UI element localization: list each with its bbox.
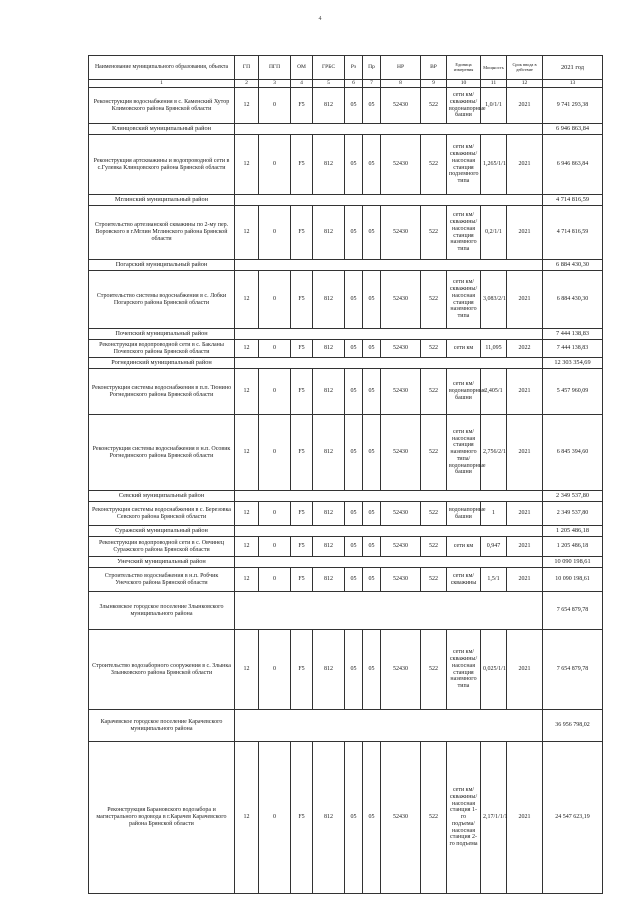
empty-cells xyxy=(235,592,543,630)
col-number: 10 xyxy=(447,80,481,88)
cell-vr: 522 xyxy=(421,369,447,415)
page-number: 4 xyxy=(318,16,322,22)
settlement-amount: 7 654 879,78 xyxy=(543,592,603,630)
cell-nr: 52430 xyxy=(381,568,421,592)
cell-nr: 52430 xyxy=(381,537,421,557)
cell-rz: 05 xyxy=(345,502,363,526)
object-row xyxy=(89,88,603,124)
header-pgp: ПГП xyxy=(259,56,291,80)
cell-nr: 52430 xyxy=(381,630,421,710)
header-unit: Единица измерения xyxy=(447,56,481,80)
cell-grbs: 812 xyxy=(313,271,345,329)
object-name: Строительство артезианской скважины по 2-му пер. Воровского в г.Мглин Мглинского района Брянской области xyxy=(89,206,235,260)
settlement-row xyxy=(89,710,603,742)
district-name: Погарский муниципальный район xyxy=(89,260,235,271)
object-name: Реконструкция Барановского водозабора и магистрального водовода в г.Карачев Карачевского района Брянской области xyxy=(89,742,235,894)
settlement-name: Карачевское городское поселение Карачевского муниципального района xyxy=(89,710,235,742)
cell-gp: 12 xyxy=(235,415,259,491)
cell-grbs: 812 xyxy=(313,502,345,526)
empty-cells xyxy=(235,358,543,369)
empty-cells xyxy=(235,260,543,271)
district-row xyxy=(89,358,603,369)
object-amount: 2 349 537,80 xyxy=(543,502,603,526)
object-row xyxy=(89,502,603,526)
district-row xyxy=(89,195,603,206)
cell-gp: 12 xyxy=(235,568,259,592)
cell-unit: сети км/скважины/насосная станция наземного типа xyxy=(447,206,481,260)
cell-gp: 12 xyxy=(235,88,259,124)
col-number: 13 xyxy=(543,80,603,88)
empty-cells xyxy=(235,329,543,340)
cell-pr: 05 xyxy=(363,502,381,526)
cell-vr: 522 xyxy=(421,742,447,894)
cell-gp: 12 xyxy=(235,340,259,358)
cell-nr: 52430 xyxy=(381,415,421,491)
cell-vr: 522 xyxy=(421,271,447,329)
empty-cells xyxy=(235,526,543,537)
cell-nr: 52430 xyxy=(381,742,421,894)
cell-om: F5 xyxy=(291,742,313,894)
cell-pgp: 0 xyxy=(259,206,291,260)
district-amount: 6 884 430,30 xyxy=(543,260,603,271)
object-name: Реконструкция системы водоснабжения в н.п. Осовик Рогнединского района Брянской области xyxy=(89,415,235,491)
district-row xyxy=(89,329,603,340)
cell-vr: 522 xyxy=(421,415,447,491)
cell-om: F5 xyxy=(291,415,313,491)
cell-power: 2,405/1 xyxy=(481,369,507,415)
cell-vr: 522 xyxy=(421,502,447,526)
header-gp: ГП xyxy=(235,56,259,80)
object-amount: 10 090 198,61 xyxy=(543,568,603,592)
object-row xyxy=(89,135,603,195)
col-number: 6 xyxy=(345,80,363,88)
district-amount: 7 444 138,83 xyxy=(543,329,603,340)
cell-unit: сети км/скважины/насосная станция 1-го подъема/насосная станция 2-го подъема xyxy=(447,742,481,894)
cell-power: 1,265/1/1 xyxy=(481,135,507,195)
cell-grbs: 812 xyxy=(313,369,345,415)
cell-vr: 522 xyxy=(421,537,447,557)
district-name: Унечский муниципальный район xyxy=(89,557,235,568)
cell-unit: сети км/скважины xyxy=(447,568,481,592)
district-row xyxy=(89,526,603,537)
cell-power: 0,947 xyxy=(481,537,507,557)
district-name: Суражский муниципальный район xyxy=(89,526,235,537)
object-row xyxy=(89,742,603,894)
cell-nr: 52430 xyxy=(381,502,421,526)
cell-unit: сети км/скважины/насосная станция наземного типа xyxy=(447,630,481,710)
cell-power: 3,083/2/1 xyxy=(481,271,507,329)
cell-unit: сети км/скважины/насосная станция наземного типа xyxy=(447,271,481,329)
cell-pr: 05 xyxy=(363,369,381,415)
cell-grbs: 812 xyxy=(313,340,345,358)
object-name: Реконструкция водопроводной сети в с. Овчинец Суражского района Брянской области xyxy=(89,537,235,557)
cell-unit: сети км/скважины/насосная станция подземного типа xyxy=(447,135,481,195)
cell-om: F5 xyxy=(291,88,313,124)
district-row xyxy=(89,557,603,568)
header-grbs: ГРБС xyxy=(313,56,345,80)
object-name: Строительство водоснабжения в н.п. Робчик Унечского района Брянской области xyxy=(89,568,235,592)
cell-pr: 05 xyxy=(363,568,381,592)
cell-gp: 12 xyxy=(235,537,259,557)
cell-om: F5 xyxy=(291,630,313,710)
table-body xyxy=(89,88,603,894)
district-name: Севский муниципальный район xyxy=(89,491,235,502)
cell-power: 2,17/1/1/1 xyxy=(481,742,507,894)
object-name: Реконструкция водопроводной сети в с. Бакланы Почепского района Брянской области xyxy=(89,340,235,358)
object-row xyxy=(89,369,603,415)
cell-pgp: 0 xyxy=(259,415,291,491)
district-row xyxy=(89,124,603,135)
object-amount: 7 444 138,83 xyxy=(543,340,603,358)
cell-nr: 52430 xyxy=(381,88,421,124)
cell-term: 2021 xyxy=(507,537,543,557)
cell-rz: 05 xyxy=(345,135,363,195)
cell-pgp: 0 xyxy=(259,537,291,557)
cell-grbs: 812 xyxy=(313,415,345,491)
cell-pgp: 0 xyxy=(259,568,291,592)
budget-allocation-table xyxy=(88,55,603,894)
cell-unit: сети км/насосная станция наземного типа/водонапорные башни xyxy=(447,415,481,491)
cell-vr: 522 xyxy=(421,340,447,358)
object-amount: 1 205 486,18 xyxy=(543,537,603,557)
cell-pgp: 0 xyxy=(259,630,291,710)
cell-term: 2021 xyxy=(507,135,543,195)
cell-rz: 05 xyxy=(345,630,363,710)
empty-cells xyxy=(235,557,543,568)
cell-term: 2022 xyxy=(507,340,543,358)
object-name: Реконструкция системы водоснабжения в п.п. Тюнино Рогнединского района Брянской области xyxy=(89,369,235,415)
cell-term: 2021 xyxy=(507,568,543,592)
col-number: 2 xyxy=(235,80,259,88)
header-power: Мощность xyxy=(481,56,507,80)
cell-pgp: 0 xyxy=(259,340,291,358)
cell-vr: 522 xyxy=(421,88,447,124)
cell-grbs: 812 xyxy=(313,630,345,710)
cell-om: F5 xyxy=(291,537,313,557)
object-amount: 6 946 863,84 xyxy=(543,135,603,195)
cell-power: 1,5/1 xyxy=(481,568,507,592)
cell-unit: сети км xyxy=(447,340,481,358)
cell-unit: водонапорные башни xyxy=(447,502,481,526)
empty-cells xyxy=(235,195,543,206)
empty-cells xyxy=(235,710,543,742)
empty-cells xyxy=(235,124,543,135)
cell-nr: 52430 xyxy=(381,340,421,358)
cell-pgp: 0 xyxy=(259,369,291,415)
cell-grbs: 812 xyxy=(313,206,345,260)
cell-rz: 05 xyxy=(345,271,363,329)
cell-pr: 05 xyxy=(363,271,381,329)
cell-pgp: 0 xyxy=(259,502,291,526)
district-amount: 4 714 816,59 xyxy=(543,195,603,206)
col-number: 9 xyxy=(421,80,447,88)
cell-om: F5 xyxy=(291,369,313,415)
cell-om: F5 xyxy=(291,271,313,329)
cell-om: F5 xyxy=(291,135,313,195)
cell-power: 2,756/2/1 xyxy=(481,415,507,491)
cell-unit: сети км/водонапорные башни xyxy=(447,369,481,415)
cell-nr: 52430 xyxy=(381,271,421,329)
header-nr: НР xyxy=(381,56,421,80)
header-name: Наименование муниципального образования, объекта xyxy=(89,56,235,80)
settlement-row xyxy=(89,592,603,630)
cell-gp: 12 xyxy=(235,206,259,260)
district-amount: 12 303 354,69 xyxy=(543,358,603,369)
district-row xyxy=(89,260,603,271)
cell-grbs: 812 xyxy=(313,537,345,557)
district-amount: 1 205 486,18 xyxy=(543,526,603,537)
object-row xyxy=(89,206,603,260)
cell-om: F5 xyxy=(291,568,313,592)
cell-pr: 05 xyxy=(363,742,381,894)
cell-term: 2021 xyxy=(507,630,543,710)
header-row xyxy=(89,56,603,80)
cell-gp: 12 xyxy=(235,630,259,710)
cell-grbs: 812 xyxy=(313,568,345,592)
settlement-name: Злынковское городское поселение Злынковского муниципального района xyxy=(89,592,235,630)
cell-pgp: 0 xyxy=(259,135,291,195)
cell-grbs: 812 xyxy=(313,742,345,894)
object-row xyxy=(89,568,603,592)
col-number: 7 xyxy=(363,80,381,88)
col-number: 8 xyxy=(381,80,421,88)
cell-nr: 52430 xyxy=(381,206,421,260)
cell-vr: 522 xyxy=(421,630,447,710)
cell-term: 2021 xyxy=(507,206,543,260)
cell-pgp: 0 xyxy=(259,271,291,329)
object-name: Реконструкция водоснабжения в с. Каменский Хутор Климовского района Брянской области xyxy=(89,88,235,124)
object-name: Строительство водозаборного сооружения в с. Злынка Злынковского района Брянской области xyxy=(89,630,235,710)
cell-gp: 12 xyxy=(235,271,259,329)
object-amount: 7 654 879,78 xyxy=(543,630,603,710)
cell-rz: 05 xyxy=(345,568,363,592)
object-amount: 6 884 430,30 xyxy=(543,271,603,329)
cell-rz: 05 xyxy=(345,369,363,415)
cell-nr: 52430 xyxy=(381,135,421,195)
col-number: 3 xyxy=(259,80,291,88)
cell-rz: 05 xyxy=(345,537,363,557)
cell-pgp: 0 xyxy=(259,88,291,124)
cell-om: F5 xyxy=(291,340,313,358)
cell-term: 2021 xyxy=(507,742,543,894)
object-amount: 4 714 816,59 xyxy=(543,206,603,260)
object-row xyxy=(89,630,603,710)
district-name: Рогнединский муниципальный район xyxy=(89,358,235,369)
cell-unit: сети км xyxy=(447,537,481,557)
cell-pgp: 0 xyxy=(259,742,291,894)
cell-rz: 05 xyxy=(345,206,363,260)
col-number: 4 xyxy=(291,80,313,88)
cell-pr: 05 xyxy=(363,630,381,710)
cell-power: 0,025/1/1 xyxy=(481,630,507,710)
cell-om: F5 xyxy=(291,502,313,526)
object-row xyxy=(89,537,603,557)
cell-pr: 05 xyxy=(363,135,381,195)
col-number: 5 xyxy=(313,80,345,88)
object-row xyxy=(89,340,603,358)
settlement-amount: 36 956 798,02 xyxy=(543,710,603,742)
object-amount: 6 845 394,60 xyxy=(543,415,603,491)
cell-gp: 12 xyxy=(235,135,259,195)
district-name: Мглинский муниципальный район xyxy=(89,195,235,206)
district-amount: 10 090 198,61 xyxy=(543,557,603,568)
cell-power: 0,2/1/1 xyxy=(481,206,507,260)
cell-nr: 52430 xyxy=(381,369,421,415)
cell-pr: 05 xyxy=(363,340,381,358)
header-vr: ВР xyxy=(421,56,447,80)
header-year: 2021 год xyxy=(543,56,603,80)
cell-gp: 12 xyxy=(235,502,259,526)
cell-rz: 05 xyxy=(345,415,363,491)
cell-term: 2021 xyxy=(507,502,543,526)
cell-unit: сети км/скважины/водонапорные башни xyxy=(447,88,481,124)
header-pr: Пр xyxy=(363,56,381,80)
cell-vr: 522 xyxy=(421,206,447,260)
cell-grbs: 812 xyxy=(313,88,345,124)
header-rz: Рз xyxy=(345,56,363,80)
district-name: Почепский муниципальный район xyxy=(89,329,235,340)
cell-term: 2021 xyxy=(507,369,543,415)
district-amount: 2 349 537,80 xyxy=(543,491,603,502)
object-amount: 24 547 623,19 xyxy=(543,742,603,894)
col-number: 12 xyxy=(507,80,543,88)
cell-term: 2021 xyxy=(507,415,543,491)
cell-power: 11,095 xyxy=(481,340,507,358)
cell-rz: 05 xyxy=(345,742,363,894)
object-name: Реконструкция артскважины и водопроводной сети в с.Гулевка Клинцовского района Брянской области xyxy=(89,135,235,195)
district-name: Клинцовский муниципальный район xyxy=(89,124,235,135)
cell-power: 1 xyxy=(481,502,507,526)
header-om: ОМ xyxy=(291,56,313,80)
column-number-row xyxy=(89,80,603,88)
cell-gp: 12 xyxy=(235,369,259,415)
header-term: Срок ввода в действие xyxy=(507,56,543,80)
object-amount: 9 741 293,38 xyxy=(543,88,603,124)
cell-term: 2021 xyxy=(507,271,543,329)
cell-rz: 05 xyxy=(345,88,363,124)
col-number: 11 xyxy=(481,80,507,88)
cell-vr: 522 xyxy=(421,568,447,592)
col-number: 1 xyxy=(89,80,235,88)
cell-pr: 05 xyxy=(363,88,381,124)
cell-vr: 522 xyxy=(421,135,447,195)
object-amount: 5 457 960,09 xyxy=(543,369,603,415)
district-amount: 6 946 863,84 xyxy=(543,124,603,135)
empty-cells xyxy=(235,491,543,502)
district-row xyxy=(89,491,603,502)
object-row xyxy=(89,271,603,329)
object-row xyxy=(89,415,603,491)
cell-grbs: 812 xyxy=(313,135,345,195)
cell-pr: 05 xyxy=(363,537,381,557)
cell-term: 2021 xyxy=(507,88,543,124)
cell-gp: 12 xyxy=(235,742,259,894)
object-name: Строительство системы водоснабжения в с. Лобки Погарского района Брянской области xyxy=(89,271,235,329)
cell-pr: 05 xyxy=(363,206,381,260)
cell-pr: 05 xyxy=(363,415,381,491)
cell-power: 1,0/1/1 xyxy=(481,88,507,124)
object-name: Реконструкция системы водоснабжения в с. Березовка Севского района Брянской области xyxy=(89,502,235,526)
cell-om: F5 xyxy=(291,206,313,260)
cell-rz: 05 xyxy=(345,340,363,358)
